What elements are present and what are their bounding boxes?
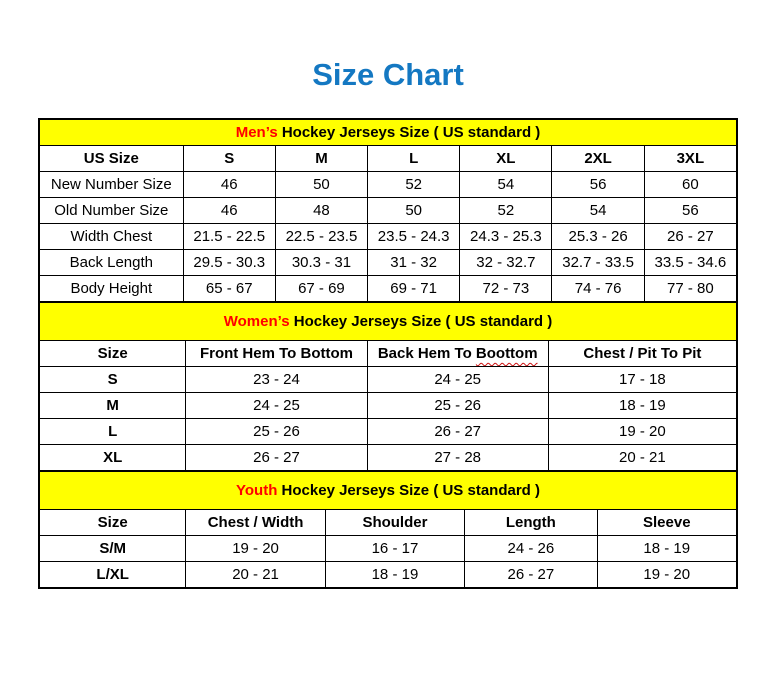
table-row (40, 367, 737, 393)
table-row (40, 445, 737, 471)
value-cell: 46 (183, 172, 275, 198)
value-cell: 52 (368, 172, 460, 198)
value-cell: 50 (368, 198, 460, 224)
value-cell: 77 - 80 (644, 276, 736, 302)
table-row (40, 393, 737, 419)
column-header-cell: S (183, 146, 275, 172)
column-header-row (40, 341, 737, 367)
mens-section-heading (40, 120, 737, 146)
column-header-cell: 3XL (644, 146, 736, 172)
value-cell: 50 (275, 172, 367, 198)
value-cell: 20 - 21 (548, 445, 736, 471)
row-label-cell: L (40, 419, 186, 445)
value-cell: 26 - 27 (367, 419, 548, 445)
row-label-cell: S/M (40, 536, 186, 562)
row-label-cell: Old Number Size (40, 198, 184, 224)
value-cell: 54 (552, 198, 644, 224)
value-cell: 24 - 25 (186, 393, 367, 419)
column-header-cell: Chest / Pit To Pit (548, 341, 736, 367)
value-cell: 17 - 18 (548, 367, 736, 393)
row-label-cell: S (40, 367, 186, 393)
value-cell: 26 - 27 (644, 224, 736, 250)
table-row (40, 172, 737, 198)
value-cell: 23 - 24 (186, 367, 367, 393)
womens-size-table (39, 302, 737, 471)
row-label-cell: Back Length (40, 250, 184, 276)
value-cell: 69 - 71 (368, 276, 460, 302)
section-heading-row (40, 303, 737, 341)
mens-size-table (39, 119, 737, 302)
column-header-cell: Size (40, 510, 186, 536)
value-cell: 19 - 20 (548, 419, 736, 445)
value-cell: 56 (552, 172, 644, 198)
column-header-cell: US Size (40, 146, 184, 172)
section-heading-highlight: Men’s (235, 124, 278, 141)
value-cell: 21.5 - 22.5 (183, 224, 275, 250)
column-header-cell (367, 341, 548, 367)
row-label-cell: Width Chest (40, 224, 184, 250)
value-cell: 32.7 - 33.5 (552, 250, 644, 276)
value-cell: 48 (275, 198, 367, 224)
value-cell: 33.5 - 34.6 (644, 250, 736, 276)
section-heading-highlight: Youth (236, 482, 278, 499)
misspelled-word: Boottom (475, 345, 538, 362)
column-header-row (40, 510, 737, 536)
value-cell: 31 - 32 (368, 250, 460, 276)
table-row (40, 536, 737, 562)
section-heading-text: Hockey Jerseys Size ( US standard ) (277, 482, 540, 499)
value-cell: 67 - 69 (275, 276, 367, 302)
column-header-cell: M (275, 146, 367, 172)
section-heading-row (40, 120, 737, 146)
column-header-cell: Length (465, 510, 597, 536)
table-row (40, 419, 737, 445)
section-heading-text: Hockey Jerseys Size ( US standard ) (277, 124, 541, 141)
column-header-cell: 2XL (552, 146, 644, 172)
section-heading-row (40, 472, 737, 510)
column-header-cell: Size (40, 341, 186, 367)
value-cell: 19 - 20 (597, 562, 736, 588)
value-cell: 74 - 76 (552, 276, 644, 302)
value-cell: 52 (460, 198, 552, 224)
value-cell: 54 (460, 172, 552, 198)
column-header-cell: Chest / Width (186, 510, 325, 536)
column-header-row (40, 146, 737, 172)
column-header-cell: Shoulder (325, 510, 464, 536)
value-cell: 60 (644, 172, 736, 198)
row-label-cell: XL (40, 445, 186, 471)
table-row (40, 276, 737, 302)
row-label-cell: Body Height (40, 276, 184, 302)
value-cell: 20 - 21 (186, 562, 325, 588)
table-row (40, 224, 737, 250)
value-cell: 26 - 27 (465, 562, 597, 588)
column-header-cell: L (368, 146, 460, 172)
value-cell: 25 - 26 (367, 393, 548, 419)
column-header-text: Back Hem To (377, 345, 476, 362)
value-cell: 18 - 19 (597, 536, 736, 562)
row-label-cell: M (40, 393, 186, 419)
table-row (40, 198, 737, 224)
value-cell: 30.3 - 31 (275, 250, 367, 276)
value-cell: 25.3 - 26 (552, 224, 644, 250)
value-cell: 65 - 67 (183, 276, 275, 302)
value-cell: 29.5 - 30.3 (183, 250, 275, 276)
size-chart-tables (38, 118, 738, 589)
page-title: Size Chart (312, 57, 464, 92)
value-cell: 24.3 - 25.3 (460, 224, 552, 250)
value-cell: 19 - 20 (186, 536, 325, 562)
table-row (40, 562, 737, 588)
value-cell: 26 - 27 (186, 445, 367, 471)
value-cell: 72 - 73 (460, 276, 552, 302)
value-cell: 23.5 - 24.3 (368, 224, 460, 250)
value-cell: 16 - 17 (325, 536, 464, 562)
column-header-cell: Front Hem To Bottom (186, 341, 367, 367)
value-cell: 25 - 26 (186, 419, 367, 445)
section-heading-text: Hockey Jerseys Size ( US standard ) (289, 313, 553, 330)
youth-size-table (39, 471, 737, 588)
column-header-cell: XL (460, 146, 552, 172)
row-label-cell: L/XL (40, 562, 186, 588)
value-cell: 18 - 19 (548, 393, 736, 419)
value-cell: 24 - 26 (465, 536, 597, 562)
value-cell: 27 - 28 (367, 445, 548, 471)
value-cell: 18 - 19 (325, 562, 464, 588)
row-label-cell: New Number Size (40, 172, 184, 198)
youth-section-heading (40, 472, 737, 510)
value-cell: 32 - 32.7 (460, 250, 552, 276)
value-cell: 24 - 25 (367, 367, 548, 393)
value-cell: 22.5 - 23.5 (275, 224, 367, 250)
womens-section-heading (40, 303, 737, 341)
section-heading-highlight: Women’s (223, 313, 290, 330)
column-header-cell: Sleeve (597, 510, 736, 536)
value-cell: 46 (183, 198, 275, 224)
value-cell: 56 (644, 198, 736, 224)
table-row (40, 250, 737, 276)
